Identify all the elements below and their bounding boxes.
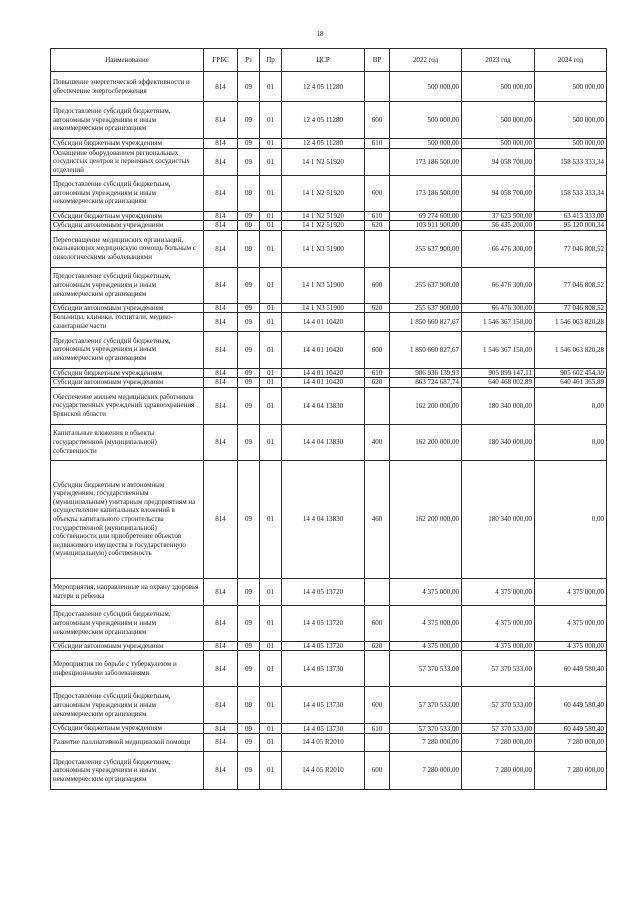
row-amount-2022: 173 186 500,00 — [390, 175, 462, 211]
row-name: Предоставление субсидий бюджетным, автономным учреждениям и иным некоммерческим организациям — [51, 102, 204, 139]
row-amount-2023: 57 370 533,00 — [462, 687, 535, 724]
row-amount-2024: 60 449 580,40 — [535, 724, 607, 734]
row-rz: 09 — [238, 303, 260, 313]
row-amount-2022: 255 637 900,00 — [390, 267, 462, 303]
row-grbs: 814 — [204, 230, 238, 267]
row-rz: 09 — [238, 331, 260, 368]
table-row — [51, 687, 607, 724]
row-amount-2023: 66 476 300,00 — [462, 267, 535, 303]
row-vr: 460 — [365, 460, 390, 578]
row-vr: 600 — [365, 267, 390, 303]
row-rz: 09 — [238, 641, 260, 651]
row-amount-2023: 94 058 700,00 — [462, 175, 535, 211]
table-row — [51, 313, 607, 331]
row-grbs: 814 — [204, 387, 238, 424]
row-amount-2022: 7 280 000,00 — [390, 751, 462, 789]
table-row — [51, 378, 607, 388]
row-pr: 01 — [260, 313, 282, 331]
row-pr: 01 — [260, 211, 282, 221]
table-row — [51, 368, 607, 378]
row-amount-2023: 1 546 367 150,00 — [462, 331, 535, 368]
row-amount-2022: 4 375 000,00 — [390, 641, 462, 651]
row-amount-2023: 57 370 533,00 — [462, 724, 535, 734]
row-pr: 01 — [260, 139, 282, 149]
row-name: Повышение энергетической эффективности и обеспечение энергосбережения — [51, 72, 204, 102]
row-amount-2024: 63 413 333,00 — [535, 211, 607, 221]
table-row — [51, 267, 607, 303]
row-grbs: 814 — [204, 724, 238, 734]
row-amount-2023: 180 340 000,00 — [462, 424, 535, 460]
row-amount-2023: 66 476 300,00 — [462, 303, 535, 313]
row-amount-2024: 60 449 580,40 — [535, 687, 607, 724]
row-pr: 01 — [260, 460, 282, 578]
table-row — [51, 651, 607, 687]
row-amount-2023: 56 435 200,00 — [462, 221, 535, 231]
row-name: Субсидии бюджетным и автономным учреждениям, государственным (муниципальным) унитарным предприятиям на осуществление капитальных вложений в объекты капитального строительства государственной (муниципальной) собственности или приобретение объектов недвижимого имущества в государственную (муниципальную) собственность — [51, 460, 204, 578]
row-rz: 09 — [238, 368, 260, 378]
row-rz: 09 — [238, 605, 260, 641]
row-amount-2022: 57 370 533,00 — [390, 651, 462, 687]
row-csr: 14 1 N3 51900 — [282, 303, 365, 313]
row-vr: 620 — [365, 641, 390, 651]
row-amount-2022: 1 850 660 827,67 — [390, 331, 462, 368]
table-row — [51, 139, 607, 149]
row-pr: 01 — [260, 221, 282, 231]
row-amount-2024: 500 000,00 — [535, 139, 607, 149]
table-row — [51, 211, 607, 221]
row-amount-2024: 77 046 808,52 — [535, 267, 607, 303]
row-amount-2024: 158 533 333,34 — [535, 175, 607, 211]
row-rz: 09 — [238, 387, 260, 424]
row-pr: 01 — [260, 733, 282, 751]
row-grbs: 814 — [204, 641, 238, 651]
row-csr: 12 4 05 11280 — [282, 72, 365, 102]
row-csr: 14 1 N2 51920 — [282, 175, 365, 211]
row-amount-2023: 640 468 002,89 — [462, 378, 535, 388]
row-pr: 01 — [260, 148, 282, 175]
row-amount-2023: 4 375 000,00 — [462, 578, 535, 605]
table-row — [51, 72, 607, 102]
row-amount-2024: 7 280 000,00 — [535, 751, 607, 789]
row-amount-2023: 4 375 000,00 — [462, 605, 535, 641]
row-rz: 09 — [238, 221, 260, 231]
row-csr: 14 1 N3 51900 — [282, 230, 365, 267]
row-grbs: 814 — [204, 102, 238, 139]
table-row — [51, 733, 607, 751]
row-csr: 12 4 05 11280 — [282, 139, 365, 149]
table-row — [51, 605, 607, 641]
table-row — [51, 641, 607, 651]
row-pr: 01 — [260, 724, 282, 734]
table-row — [51, 460, 607, 578]
row-amount-2022: 173 186 500,00 — [390, 148, 462, 175]
row-csr: 14 4 05 13720 — [282, 605, 365, 641]
row-grbs: 814 — [204, 148, 238, 175]
row-amount-2022: 500 000,00 — [390, 102, 462, 139]
row-vr: 600 — [365, 331, 390, 368]
row-csr: 14 4 05 R2010 — [282, 751, 365, 789]
row-rz: 09 — [238, 751, 260, 789]
row-rz: 09 — [238, 175, 260, 211]
row-name: Предоставление субсидий бюджетным, автономным учреждениям и иным некоммерческим организациям — [51, 175, 204, 211]
row-amount-2022: 57 370 533,00 — [390, 687, 462, 724]
row-vr: 600 — [365, 102, 390, 139]
row-pr: 01 — [260, 378, 282, 388]
row-rz: 09 — [238, 724, 260, 734]
row-grbs: 814 — [204, 687, 238, 724]
row-vr: 610 — [365, 139, 390, 149]
column-header-2022: 2022 год — [390, 49, 462, 72]
row-pr: 01 — [260, 605, 282, 641]
row-amount-2023: 7 280 000,00 — [462, 751, 535, 789]
table-row — [51, 175, 607, 211]
row-amount-2022: 69 274 600,00 — [390, 211, 462, 221]
row-rz: 09 — [238, 72, 260, 102]
row-grbs: 814 — [204, 460, 238, 578]
row-csr: 14 4 05 13730 — [282, 651, 365, 687]
row-pr: 01 — [260, 175, 282, 211]
row-amount-2023: 905 899 147,11 — [462, 368, 535, 378]
row-csr: 14 1 N3 51900 — [282, 267, 365, 303]
column-header-rz: Рз — [238, 49, 260, 72]
row-vr — [365, 387, 390, 424]
row-grbs: 814 — [204, 578, 238, 605]
column-header-2024: 2024 год — [535, 49, 607, 72]
row-grbs: 814 — [204, 368, 238, 378]
row-pr: 01 — [260, 368, 282, 378]
row-grbs: 814 — [204, 267, 238, 303]
row-rz: 09 — [238, 651, 260, 687]
row-name: Предоставление субсидий бюджетным, автономным учреждениям и иным некоммерческим организациям — [51, 687, 204, 724]
row-csr: 14 1 N2 51920 — [282, 148, 365, 175]
row-amount-2022: 255 637 900,00 — [390, 303, 462, 313]
row-amount-2024: 77 046 808,52 — [535, 303, 607, 313]
row-amount-2024: 95 120 000,34 — [535, 221, 607, 231]
row-pr: 01 — [260, 687, 282, 724]
row-name: Мероприятия по борьбе с туберкулезом и инфекционными заболеваниями — [51, 651, 204, 687]
row-amount-2023: 7 280 000,00 — [462, 733, 535, 751]
row-grbs: 814 — [204, 331, 238, 368]
table-row — [51, 424, 607, 460]
row-amount-2022: 500 000,00 — [390, 139, 462, 149]
row-amount-2022: 986 936 139,93 — [390, 368, 462, 378]
row-vr — [365, 733, 390, 751]
row-grbs: 814 — [204, 751, 238, 789]
row-csr: 14 4 05 13720 — [282, 578, 365, 605]
row-vr: 610 — [365, 724, 390, 734]
row-amount-2024: 0,00 — [535, 387, 607, 424]
row-amount-2023: 500 000,00 — [462, 102, 535, 139]
row-csr: 14 1 N2 51920 — [282, 221, 365, 231]
row-amount-2024: 500 000,00 — [535, 102, 607, 139]
row-grbs: 814 — [204, 221, 238, 231]
row-name: Субсидии бюджетным учреждениям — [51, 139, 204, 149]
row-rz: 09 — [238, 687, 260, 724]
row-csr: 14 4 05 13720 — [282, 641, 365, 651]
row-name: Предоставление субсидий бюджетным, автономным учреждениям и иным некоммерческим организациям — [51, 605, 204, 641]
row-name: Развитие паллиативной медицинской помощи — [51, 733, 204, 751]
row-rz: 09 — [238, 460, 260, 578]
row-vr — [365, 578, 390, 605]
row-vr — [365, 72, 390, 102]
column-header-vr: ВР — [365, 49, 390, 72]
row-rz: 09 — [238, 230, 260, 267]
row-pr: 01 — [260, 72, 282, 102]
row-csr: 14 4 01 10420 — [282, 368, 365, 378]
table-row — [51, 148, 607, 175]
row-rz: 09 — [238, 267, 260, 303]
row-name: Предоставление субсидий бюджетным, автономным учреждениям и иным некоммерческим организациям — [51, 267, 204, 303]
row-name: Субсидии автономным учреждениям — [51, 221, 204, 231]
row-amount-2023: 66 476 300,00 — [462, 230, 535, 267]
row-amount-2024: 640 461 365,89 — [535, 378, 607, 388]
row-vr: 600 — [365, 175, 390, 211]
column-header-grbs: ГРБС — [204, 49, 238, 72]
row-csr: 14 4 05 R2010 — [282, 733, 365, 751]
row-amount-2022: 162 200 000,00 — [390, 424, 462, 460]
row-rz: 09 — [238, 578, 260, 605]
row-amount-2024: 158 533 333,34 — [535, 148, 607, 175]
row-amount-2022: 255 637 900,00 — [390, 230, 462, 267]
row-name: Переоснащение медицинских организаций, оказывающих медицинскую помощь больным с онкологическими заболеваниями — [51, 230, 204, 267]
row-grbs: 814 — [204, 378, 238, 388]
row-name: Предоставление субсидий бюджетным, автономным учреждениям и иным некоммерческим организациям — [51, 331, 204, 368]
table-row — [51, 578, 607, 605]
row-amount-2022: 1 850 660 827,67 — [390, 313, 462, 331]
row-csr: 14 4 01 10420 — [282, 331, 365, 368]
row-amount-2022: 500 000,00 — [390, 72, 462, 102]
column-header-pr: Пр — [260, 49, 282, 72]
row-vr: 620 — [365, 221, 390, 231]
row-csr: 14 4 04 13830 — [282, 424, 365, 460]
row-amount-2023: 57 370 533,00 — [462, 651, 535, 687]
row-pr: 01 — [260, 651, 282, 687]
row-vr: 620 — [365, 378, 390, 388]
row-pr: 01 — [260, 267, 282, 303]
row-amount-2023: 180 340 000,00 — [462, 460, 535, 578]
row-csr: 14 4 01 10420 — [282, 378, 365, 388]
table-row — [51, 303, 607, 313]
row-grbs: 814 — [204, 424, 238, 460]
row-name: Предоставление субсидий бюджетным, автономным учреждениям и иным некоммерческим организациям — [51, 751, 204, 789]
row-amount-2023: 500 000,00 — [462, 139, 535, 149]
row-vr: 600 — [365, 605, 390, 641]
row-pr: 01 — [260, 303, 282, 313]
row-name: Обеспечение жильем медицинских работников государственных учреждений здравоохранения Брянской области — [51, 387, 204, 424]
row-name: Субсидии автономным учреждениям — [51, 378, 204, 388]
row-pr: 01 — [260, 641, 282, 651]
row-amount-2022: 7 280 000,00 — [390, 733, 462, 751]
row-grbs: 814 — [204, 605, 238, 641]
row-amount-2023: 94 058 700,00 — [462, 148, 535, 175]
row-amount-2022: 4 375 000,00 — [390, 578, 462, 605]
row-amount-2022: 4 375 000,00 — [390, 605, 462, 641]
row-amount-2023: 1 546 367 150,00 — [462, 313, 535, 331]
row-grbs: 814 — [204, 651, 238, 687]
row-amount-2023: 500 000,00 — [462, 72, 535, 102]
row-name: Субсидии автономным учреждениям — [51, 303, 204, 313]
row-amount-2024: 4 375 000,00 — [535, 641, 607, 651]
row-rz: 09 — [238, 313, 260, 331]
row-amount-2024: 0,00 — [535, 460, 607, 578]
row-name: Оснащение оборудованием региональных сосудистых центров и первичных сосудистых отделений — [51, 148, 204, 175]
row-amount-2023: 37 623 500,00 — [462, 211, 535, 221]
row-amount-2022: 863 724 687,74 — [390, 378, 462, 388]
row-amount-2024: 1 546 063 820,28 — [535, 313, 607, 331]
row-rz: 09 — [238, 378, 260, 388]
row-name: Больницы, клиники, госпитали, медико-санитарные части — [51, 313, 204, 331]
row-vr: 400 — [365, 424, 390, 460]
table-row — [51, 331, 607, 368]
row-pr: 01 — [260, 230, 282, 267]
row-grbs: 814 — [204, 72, 238, 102]
row-csr: 14 4 05 13730 — [282, 687, 365, 724]
row-grbs: 814 — [204, 733, 238, 751]
row-pr: 01 — [260, 102, 282, 139]
row-vr: 620 — [365, 303, 390, 313]
row-amount-2024: 0,00 — [535, 424, 607, 460]
table-row — [51, 387, 607, 424]
row-amount-2024: 4 375 000,00 — [535, 605, 607, 641]
row-rz: 09 — [238, 211, 260, 221]
table-row — [51, 102, 607, 139]
table-row — [51, 221, 607, 231]
row-grbs: 814 — [204, 303, 238, 313]
row-rz: 09 — [238, 148, 260, 175]
row-csr: 14 4 04 13830 — [282, 460, 365, 578]
row-rz: 09 — [238, 102, 260, 139]
row-vr — [365, 313, 390, 331]
column-header-name: Наименование — [51, 49, 204, 72]
row-csr: 12 4 05 11280 — [282, 102, 365, 139]
row-csr: 14 4 01 10420 — [282, 313, 365, 331]
row-amount-2024: 500 000,00 — [535, 72, 607, 102]
row-amount-2022: 162 200 000,00 — [390, 460, 462, 578]
row-name: Субсидии бюджетным учреждениям — [51, 211, 204, 221]
row-vr: 610 — [365, 211, 390, 221]
row-rz: 09 — [238, 733, 260, 751]
row-grbs: 814 — [204, 211, 238, 221]
row-pr: 01 — [260, 578, 282, 605]
row-name: Капитальные вложения в объекты государственной (муниципальной) собственности — [51, 424, 204, 460]
row-amount-2024: 905 602 454,39 — [535, 368, 607, 378]
table-row — [51, 724, 607, 734]
row-amount-2024: 4 375 000,00 — [535, 578, 607, 605]
row-name: Мероприятия, направленные на охрану здоровья матери и ребенка — [51, 578, 204, 605]
row-rz: 09 — [238, 139, 260, 149]
row-amount-2024: 60 449 580,40 — [535, 651, 607, 687]
row-name: Субсидии автономным учреждениям — [51, 641, 204, 651]
row-vr: 610 — [365, 368, 390, 378]
row-vr — [365, 230, 390, 267]
row-amount-2022: 57 370 533,00 — [390, 724, 462, 734]
table-row — [51, 751, 607, 789]
row-amount-2022: 103 911 900,00 — [390, 221, 462, 231]
row-pr: 01 — [260, 424, 282, 460]
column-header-2023: 2023 год — [462, 49, 535, 72]
column-header-csr: ЦСР — [282, 49, 365, 72]
row-pr: 01 — [260, 387, 282, 424]
row-amount-2024: 1 546 063 820,28 — [535, 331, 607, 368]
row-rz: 09 — [238, 424, 260, 460]
row-vr: 600 — [365, 751, 390, 789]
row-amount-2023: 180 340 000,00 — [462, 387, 535, 424]
row-vr: 600 — [365, 687, 390, 724]
page-number: 18 — [316, 30, 324, 38]
row-amount-2022: 162 200 000,00 — [390, 387, 462, 424]
row-csr: 14 4 05 13730 — [282, 724, 365, 734]
row-grbs: 814 — [204, 175, 238, 211]
budget-table — [50, 48, 607, 790]
row-name: Субсидии бюджетным учреждениям — [51, 724, 204, 734]
row-amount-2023: 4 375 000,00 — [462, 641, 535, 651]
row-grbs: 814 — [204, 139, 238, 149]
row-name: Субсидии бюджетным учреждениям — [51, 368, 204, 378]
row-pr: 01 — [260, 751, 282, 789]
row-amount-2024: 77 046 808,52 — [535, 230, 607, 267]
row-vr — [365, 651, 390, 687]
table-row — [51, 230, 607, 267]
row-grbs: 814 — [204, 313, 238, 331]
row-pr: 01 — [260, 331, 282, 368]
row-amount-2024: 7 280 000,00 — [535, 733, 607, 751]
row-csr: 14 4 04 13830 — [282, 387, 365, 424]
row-vr — [365, 148, 390, 175]
row-csr: 14 1 N2 51920 — [282, 211, 365, 221]
table-header-row — [51, 49, 607, 72]
